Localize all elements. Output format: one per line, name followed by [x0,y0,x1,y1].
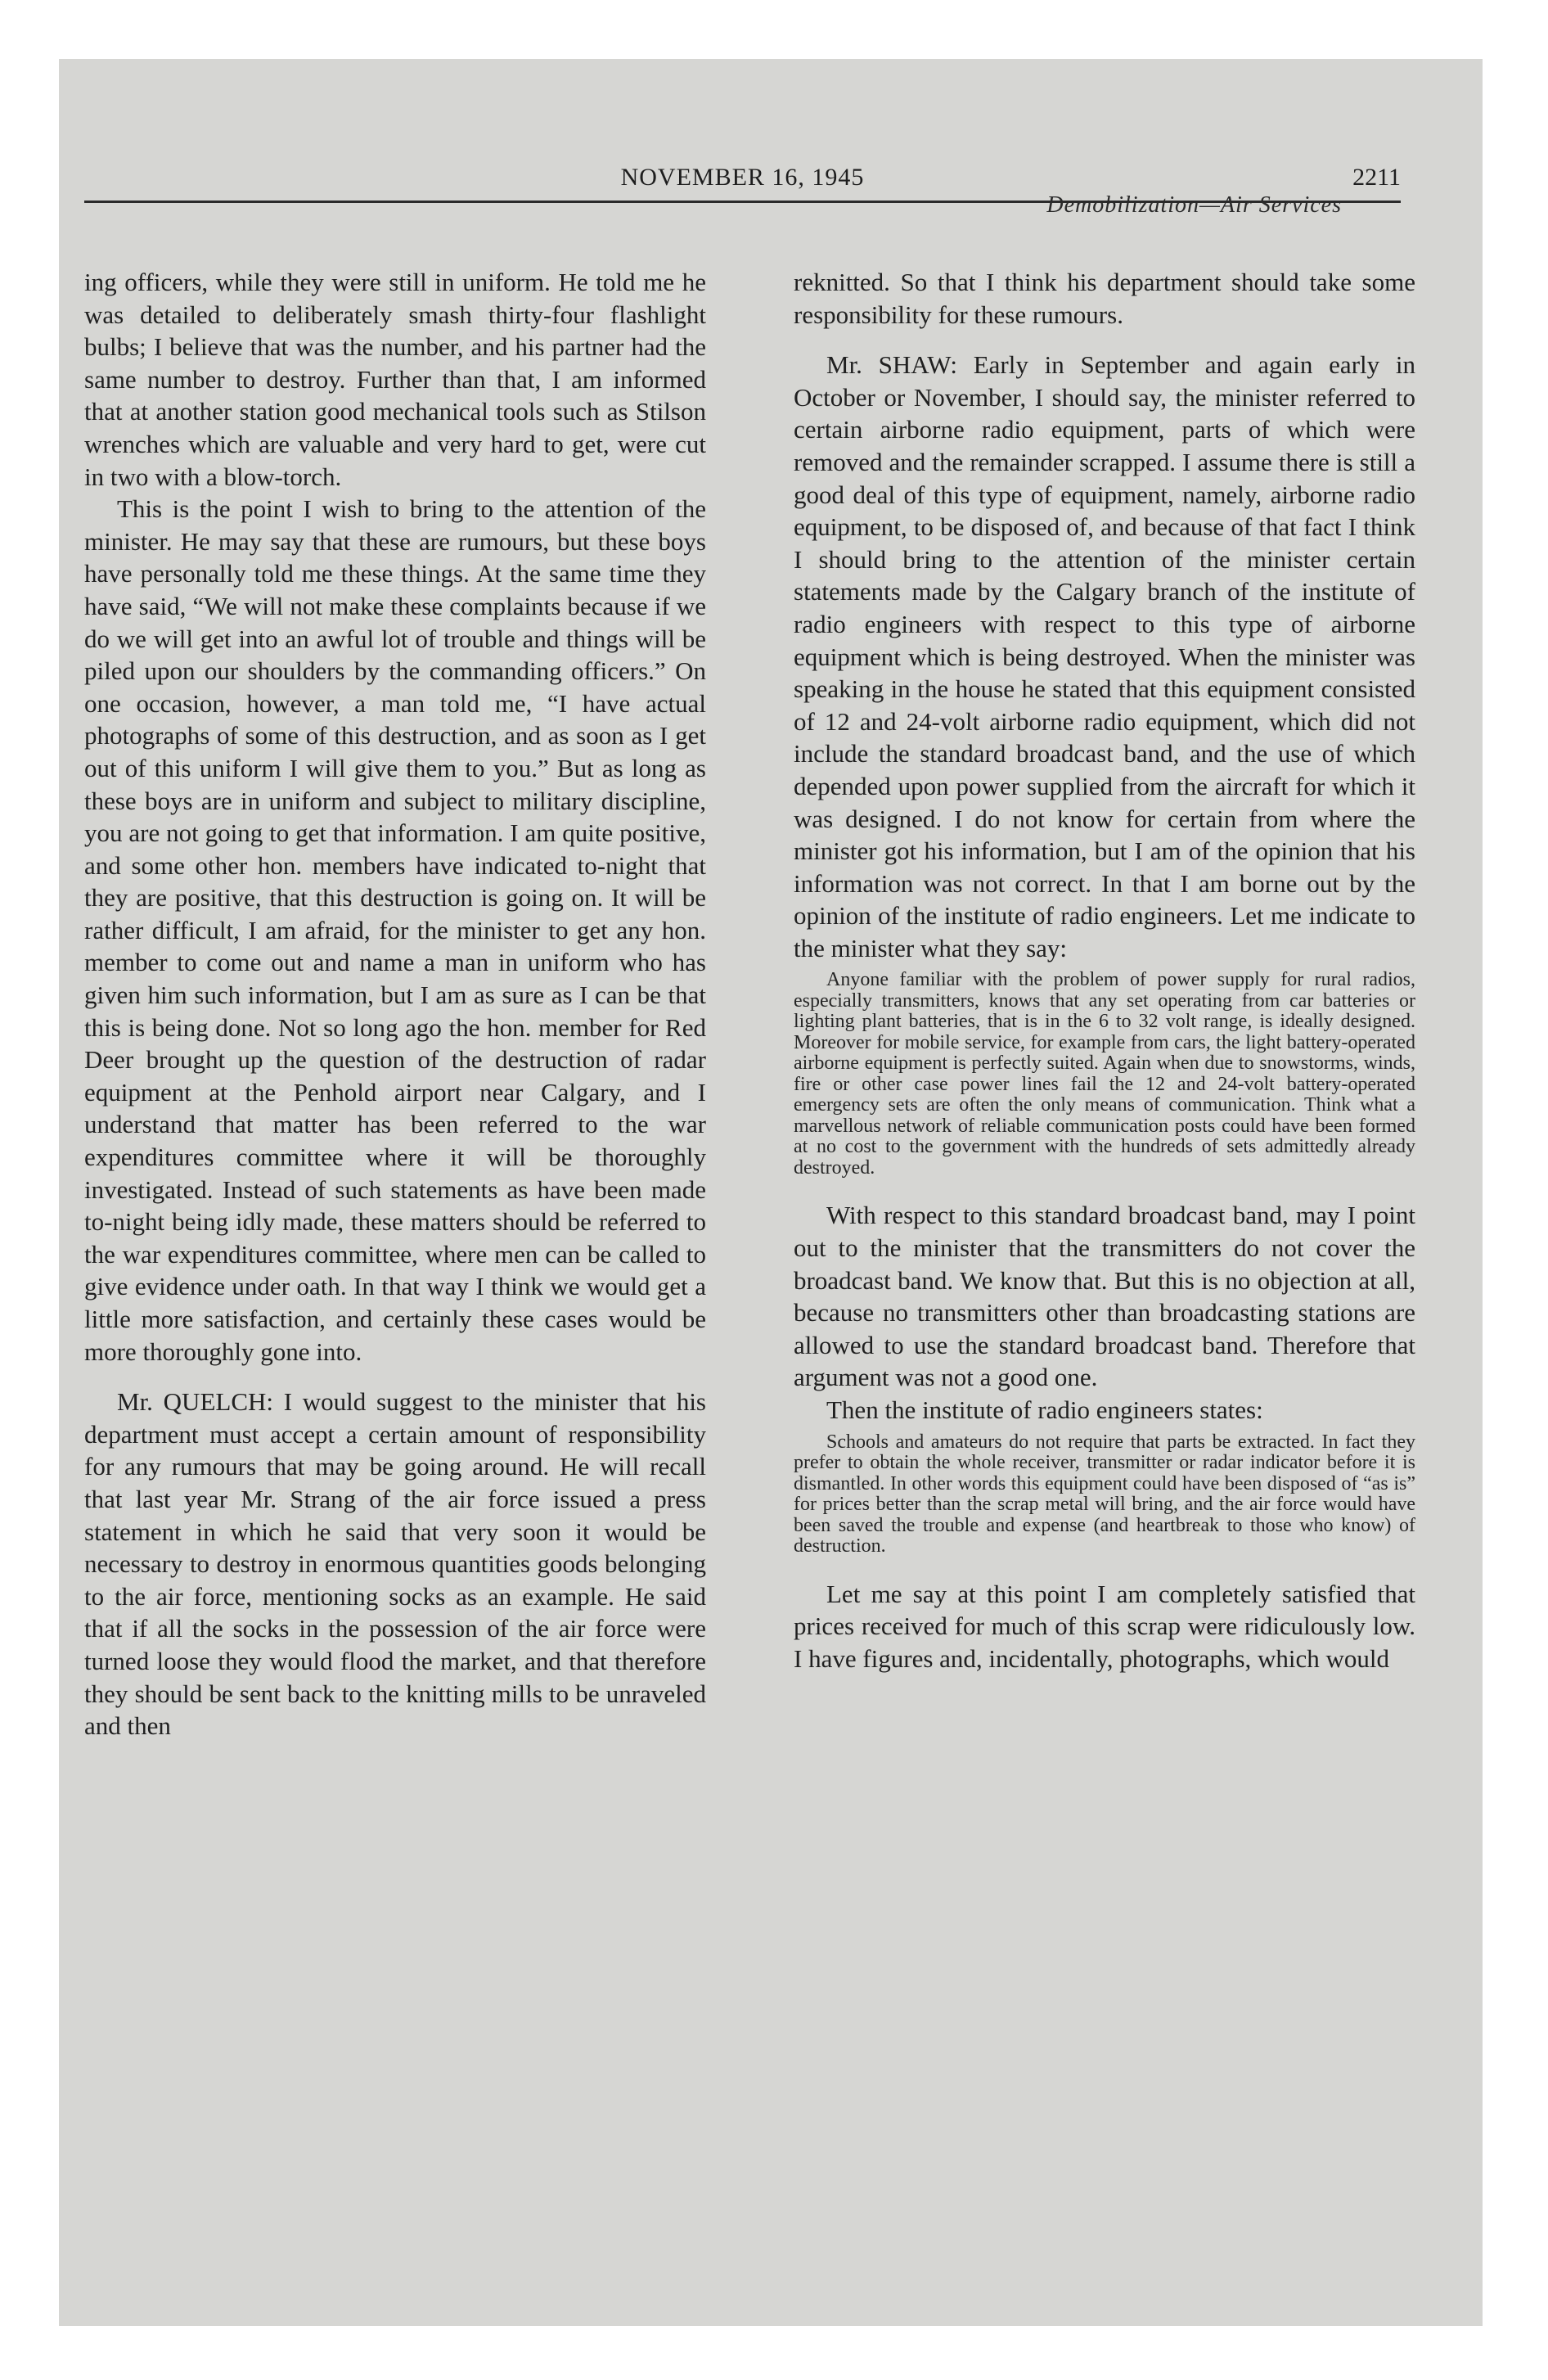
right-column [794,266,1415,1675]
paragraph: This is the point I wish to bring to the attention of the minister. He may say that these are rumours, but these boys have personally told me these things. At the same time they have said, “We will not make these complaints because if we do we will get into an awful lot of trouble and things will be piled upon our shoulders by the commanding officers.” On one occasion, however, a man told me, “I have actual photographs of some of this destruction, and as soon as I get out of this uniform I will give them to you.” But as long as these boys are in uniform and subject to military discipline, you are not going to get that information. I am quite positive, and some other hon. members have indicated to-night that they are positive, that this destruction is going on. It will be rather difficult, I am afraid, for the minister to get any hon. member to come out and name a man in uniform who has given him such information, but I am as sure as I can be that this is being done. Not so long ago the hon. member for Red Deer brought up the question of the destruction of radar equipment at the Penhold airport near Calgary, and I understand that matter has been referred to the war expenditures committee where it will be thoroughly investigated. Instead of such statements as have been made to-night being idly made, these matters should be referred to the war expenditures committee, where men can be called to give evidence under oath. In that way I think we would get a little more satisfaction, and certainly these cases would be more thoroughly gone into. [84,494,706,1366]
section-title: Demobilization—Air Services [1046,192,1342,218]
block-quote: Schools and amateurs do not require that parts be extracted. In fact they prefer to obtain the whole receiver, transmitter or radar indicator before it is dismantled. In other words this equipment could have been disposed of “as is” for prices better than the scrap metal will bring, and the air force would have been saved the trouble and expense (and heartbreak to those who know) of destruction. [794,1431,1415,1557]
paragraph: Mr. QUELCH: I would suggest to the minister that his department must accept a certain amount of responsibility for any rumours that may be going around. He will recall that last year Mr. Strang of the air force issued a press statement in which he said that very soon it would be necessary to destroy in enormous quantities goods belonging to the air force, mentioning socks as an example. He said that if all the socks in the possession of the air force were turned loose they would flood the market, and that therefore they should be sent back to the knitting mills to be unraveled and then [84,1387,706,1741]
block-quote: Anyone familiar with the problem of power supply for rural radios, especially transmitters, knows that any set operating from car batteries or lighting plant batteries, that is in the 6 to 32 volt range, is ideally designed. Moreover for mobile service, for example from cars, the light battery-operated airborne equipment is perfectly suited. Again when due to snowstorms, winds, fire or other case power lines fail the 12 and 24-volt battery-operated emergency sets are often the only means of communication. Think what a marvellous network of reliable communication posts could have been formed at no cost to the government with the hundreds of sets admittedly already destroyed. [794,969,1415,1179]
paragraph: ing officers, while they were still in uniform. He told me he was detailed to deliberately smash thirty-four flashlight bulbs; I believe that was the number, and his partner had the same number to destroy. Further than that, I am informed that at another station good mechanical tools such as Stilson wrenches which are valuable and very hard to get, were cut in two with a blow-torch. [84,268,706,491]
paragraph: Mr. SHAW: Early in September and again early in October or November, I should say, the minister referred to certain airborne radio equipment, parts of which were removed and the remainder scrapped. I assume there is still a good deal of this type of equipment, namely, airborne radio equipment, to be disposed of, and because of that fact I think I should bring to the attention of the minister certain statements made by the Calgary branch of the institute of radio engineers with respect to this type of airborne equipment which is being destroyed. When the minister was speaking in the house he stated that this equipment consisted of 12 and 24-volt airborne radio equipment, which did not include the standard broadcast band, and the use of which depended upon power supplied from the aircraft for which it was designed. I do not know for certain from where the minister got his information, but I am of the opinion that his information was not correct. In that I am borne out by the opinion of the institute of radio engineers. Let me indicate to the minister what they say: [794,350,1415,962]
running-head [84,109,1401,218]
paragraph: Let me say at this point I am completely satisfied that prices received for much of this scrap were ridiculously low. I have figures and, incidentally, photographs, which would [794,1579,1415,1673]
page-number: 2211 [1352,164,1401,191]
paragraph: reknitted. So that I think his department should take some responsibility for these rumours. [794,268,1415,329]
paragraph: Then the institute of radio engineers states: [826,1395,1263,1425]
left-column [84,266,706,1742]
header-date: NOVEMBER 16, 1945 [620,164,865,191]
paragraph: With respect to this standard broadcast band, may I point out to the minister that the transmitters do not cover the broadcast band. We know that. But this is no objection at all, because no transmitters other than broadcasting stations are allowed to use the standard broadcast band. Therefore that argument was not a good one. [794,1201,1415,1392]
